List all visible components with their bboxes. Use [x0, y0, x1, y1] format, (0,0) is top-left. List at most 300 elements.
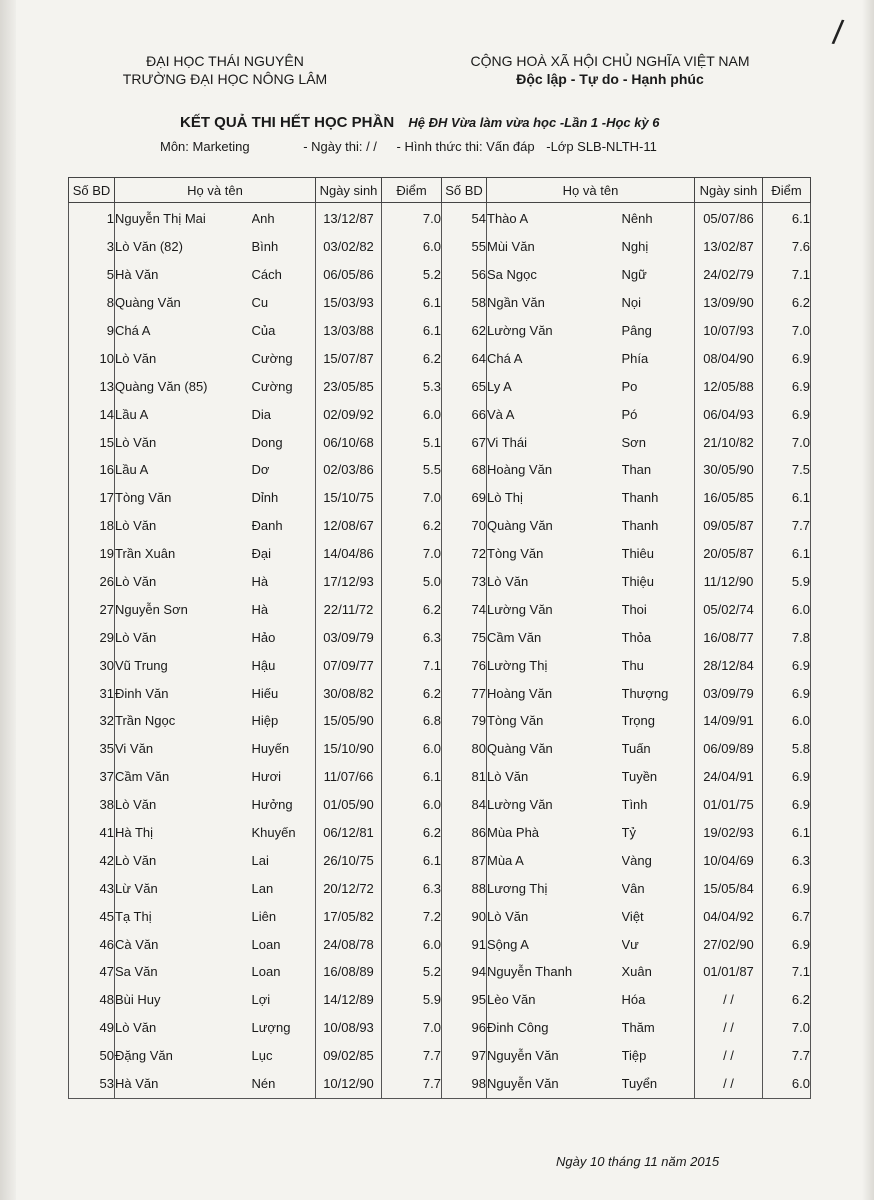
surname: Cà Văn	[115, 930, 252, 958]
table-row	[69, 344, 811, 372]
student-id: 91	[442, 930, 487, 958]
handwritten-mark: /	[830, 13, 845, 53]
student-id: 53	[69, 1070, 115, 1098]
birth-date: 21/10/82	[695, 428, 763, 456]
given-name: Thiêu	[622, 540, 695, 568]
table-row	[69, 819, 811, 847]
surname: Nguyễn Thị Mai	[115, 203, 252, 233]
birth-date: 03/09/79	[695, 679, 763, 707]
score: 6.0	[382, 233, 442, 261]
score: 6.7	[763, 902, 811, 930]
given-name: Thu	[622, 651, 695, 679]
birth-date: 14/12/89	[316, 986, 382, 1014]
score: 7.0	[382, 484, 442, 512]
scan-right-edge	[862, 0, 874, 1200]
surname: Mùi Văn	[487, 233, 622, 261]
birth-date: 06/04/93	[695, 400, 763, 428]
birth-date: 10/04/69	[695, 846, 763, 874]
surname: Nguyễn Sơn	[115, 595, 252, 623]
birth-date: 02/09/92	[316, 400, 382, 428]
given-name: Ngữ	[622, 261, 695, 289]
surname: Nguyễn Văn	[487, 1042, 622, 1070]
title-sub: Hệ ĐH Vừa làm vừa học -Lần 1 -Học kỳ 6	[408, 115, 660, 130]
given-name: Tuấn	[622, 735, 695, 763]
birth-date: 10/08/93	[316, 1014, 382, 1042]
col-header-id: Số BD	[69, 178, 115, 203]
score: 7.7	[382, 1042, 442, 1070]
surname: Trần Ngọc	[115, 707, 252, 735]
given-name: Hậu	[252, 651, 316, 679]
given-name: Hiệp	[252, 707, 316, 735]
given-name: Huyến	[252, 735, 316, 763]
table-row	[69, 261, 811, 289]
student-id: 31	[69, 679, 115, 707]
score: 5.2	[382, 261, 442, 289]
given-name: Dơ	[252, 456, 316, 484]
table-row	[69, 707, 811, 735]
student-id: 81	[442, 763, 487, 791]
student-id: 1	[69, 203, 115, 233]
given-name: Bình	[252, 233, 316, 261]
given-name: Hiếu	[252, 679, 316, 707]
birth-date: 24/04/91	[695, 763, 763, 791]
surname: Quàng Văn	[115, 289, 252, 317]
given-name: Lai	[252, 846, 316, 874]
given-name: Đanh	[252, 512, 316, 540]
score: 6.0	[382, 400, 442, 428]
birth-date: 11/12/90	[695, 568, 763, 596]
given-name: Cường	[252, 372, 316, 400]
student-id: 48	[69, 986, 115, 1014]
school-name: TRƯỜNG ĐẠI HỌC NÔNG LÂM	[122, 71, 328, 87]
birth-date: 28/12/84	[695, 651, 763, 679]
score: 7.7	[382, 1070, 442, 1098]
score: 5.2	[382, 958, 442, 986]
score: 5.9	[382, 986, 442, 1014]
student-id: 18	[69, 512, 115, 540]
surname: Sa Ngọc	[487, 261, 622, 289]
surname: Chá A	[487, 344, 622, 372]
birth-date: / /	[695, 1070, 763, 1098]
score: 6.0	[382, 930, 442, 958]
surname: Ly A	[487, 372, 622, 400]
student-id: 32	[69, 707, 115, 735]
given-name: Hươi	[252, 763, 316, 791]
birth-date: 23/05/85	[316, 372, 382, 400]
given-name: Pó	[622, 400, 695, 428]
birth-date: 24/02/79	[695, 261, 763, 289]
col-header-score: Điểm	[763, 178, 811, 203]
birth-date: 16/08/89	[316, 958, 382, 986]
student-id: 97	[442, 1042, 487, 1070]
student-id: 87	[442, 846, 487, 874]
given-name: Của	[252, 317, 316, 345]
birth-date: 19/02/93	[695, 819, 763, 847]
given-name: Cu	[252, 289, 316, 317]
subject-label: Môn: Marketing	[160, 139, 250, 154]
score: 7.2	[382, 902, 442, 930]
score: 6.1	[763, 484, 811, 512]
given-name: Hảo	[252, 623, 316, 651]
birth-date: 13/03/88	[316, 317, 382, 345]
given-name: Loan	[252, 958, 316, 986]
table-row	[69, 400, 811, 428]
birth-date: 20/12/72	[316, 874, 382, 902]
country-name: CỘNG HOÀ XÃ HỘI CHỦ NGHĨA VIỆT NAM	[470, 53, 750, 69]
score: 5.9	[763, 568, 811, 596]
score: 6.8	[382, 707, 442, 735]
national-motto: Độc lập - Tự do - Hạnh phúc	[516, 71, 704, 87]
surname: Trần Xuân	[115, 540, 252, 568]
score: 7.0	[382, 540, 442, 568]
surname: Mùa A	[487, 846, 622, 874]
birth-date: 30/05/90	[695, 456, 763, 484]
student-id: 16	[69, 456, 115, 484]
student-id: 8	[69, 289, 115, 317]
student-id: 5	[69, 261, 115, 289]
surname: Lò Văn	[115, 512, 252, 540]
birth-date: / /	[695, 986, 763, 1014]
birth-date: 05/07/86	[695, 203, 763, 233]
birth-date: 16/05/85	[695, 484, 763, 512]
surname: Quàng Văn	[487, 512, 622, 540]
given-name: Tiệp	[622, 1042, 695, 1070]
birth-date: 17/05/82	[316, 902, 382, 930]
document-title	[180, 114, 660, 131]
surname: Lừ Văn	[115, 874, 252, 902]
birth-date: 30/08/82	[316, 679, 382, 707]
student-id: 72	[442, 540, 487, 568]
surname: Lường Văn	[487, 317, 622, 345]
score: 7.7	[763, 512, 811, 540]
surname: Tòng Văn	[487, 540, 622, 568]
surname: Chá A	[115, 317, 252, 345]
given-name: Nén	[252, 1070, 316, 1098]
col-header-name: Họ và tên	[487, 178, 695, 203]
student-id: 50	[69, 1042, 115, 1070]
given-name: Dỉnh	[252, 484, 316, 512]
given-name: Dong	[252, 428, 316, 456]
title-main: KẾT QUẢ THI HẾT HỌC PHẦN	[180, 114, 395, 131]
table-row	[69, 512, 811, 540]
score: 6.0	[763, 595, 811, 623]
surname: Ngần Văn	[487, 289, 622, 317]
score: 6.9	[763, 679, 811, 707]
student-id: 38	[69, 791, 115, 819]
given-name: Hóa	[622, 986, 695, 1014]
surname: Lường Văn	[487, 791, 622, 819]
student-id: 64	[442, 344, 487, 372]
score: 6.2	[382, 679, 442, 707]
score: 7.5	[763, 456, 811, 484]
surname: Vũ Trung	[115, 651, 252, 679]
student-id: 41	[69, 819, 115, 847]
given-name: Po	[622, 372, 695, 400]
table-row	[69, 930, 811, 958]
student-id: 9	[69, 317, 115, 345]
score: 5.1	[382, 428, 442, 456]
exam-date: - Ngày thi: / /	[303, 139, 377, 154]
surname: Hà Thị	[115, 819, 252, 847]
birth-date: 03/09/79	[316, 623, 382, 651]
birth-date: 14/04/86	[316, 540, 382, 568]
birth-date: 15/03/93	[316, 289, 382, 317]
score: 5.5	[382, 456, 442, 484]
score: 7.1	[382, 651, 442, 679]
student-id: 65	[442, 372, 487, 400]
student-id: 73	[442, 568, 487, 596]
student-id: 30	[69, 651, 115, 679]
student-id: 74	[442, 595, 487, 623]
birth-date: 27/02/90	[695, 930, 763, 958]
student-id: 70	[442, 512, 487, 540]
birth-date: 07/09/77	[316, 651, 382, 679]
surname: Lầu A	[115, 400, 252, 428]
student-id: 95	[442, 986, 487, 1014]
score: 6.2	[382, 595, 442, 623]
exam-info	[160, 139, 671, 154]
student-id: 94	[442, 958, 487, 986]
surname: Lường Thị	[487, 651, 622, 679]
given-name: Xuân	[622, 958, 695, 986]
surname: Quàng Văn (85)	[115, 372, 252, 400]
birth-date: 15/10/75	[316, 484, 382, 512]
student-id: 67	[442, 428, 487, 456]
surname: Tạ Thị	[115, 902, 252, 930]
col-header-dob: Ngày sinh	[316, 178, 382, 203]
given-name: Tuyền	[622, 763, 695, 791]
table-body	[69, 203, 811, 1099]
birth-date: 24/08/78	[316, 930, 382, 958]
score: 6.2	[382, 819, 442, 847]
table-row	[69, 568, 811, 596]
student-id: 19	[69, 540, 115, 568]
score: 6.3	[382, 623, 442, 651]
student-id: 35	[69, 735, 115, 763]
student-id: 68	[442, 456, 487, 484]
student-id: 17	[69, 484, 115, 512]
student-id: 58	[442, 289, 487, 317]
student-id: 13	[69, 372, 115, 400]
birth-date: 04/04/92	[695, 902, 763, 930]
score: 6.2	[763, 986, 811, 1014]
birth-date: 02/03/86	[316, 456, 382, 484]
score: 7.1	[763, 958, 811, 986]
score: 6.9	[763, 400, 811, 428]
student-id: 86	[442, 819, 487, 847]
student-id: 54	[442, 203, 487, 233]
exam-format: - Hình thức thi: Vấn đáp	[396, 139, 535, 154]
table-row	[69, 456, 811, 484]
table-row	[69, 651, 811, 679]
surname: Vi Văn	[115, 735, 252, 763]
score: 6.1	[763, 819, 811, 847]
surname: Nguyễn Văn	[487, 1070, 622, 1098]
table-row	[69, 595, 811, 623]
given-name: Thoi	[622, 595, 695, 623]
score: 7.0	[763, 428, 811, 456]
score: 7.7	[763, 1042, 811, 1070]
given-name: Tỷ	[622, 819, 695, 847]
score: 6.9	[763, 763, 811, 791]
student-id: 66	[442, 400, 487, 428]
birth-date: 06/05/86	[316, 261, 382, 289]
score: 5.3	[382, 372, 442, 400]
table-row	[69, 484, 811, 512]
given-name: Hưởng	[252, 791, 316, 819]
student-id: 3	[69, 233, 115, 261]
birth-date: 12/05/88	[695, 372, 763, 400]
birth-date: 06/12/81	[316, 819, 382, 847]
birth-date: 15/07/87	[316, 344, 382, 372]
score: 6.9	[763, 791, 811, 819]
score: 6.1	[763, 540, 811, 568]
given-name: Trọng	[622, 707, 695, 735]
score: 7.1	[763, 261, 811, 289]
student-id: 10	[69, 344, 115, 372]
given-name: Lợi	[252, 986, 316, 1014]
birth-date: 08/04/90	[695, 344, 763, 372]
student-id: 46	[69, 930, 115, 958]
surname: Lò Văn	[115, 791, 252, 819]
university-name: ĐẠI HỌC THÁI NGUYÊN	[146, 53, 304, 69]
score: 6.0	[763, 707, 811, 735]
given-name: Loan	[252, 930, 316, 958]
table-row	[69, 1014, 811, 1042]
surname: Cầm Văn	[487, 623, 622, 651]
score: 6.9	[763, 372, 811, 400]
student-id: 96	[442, 1014, 487, 1042]
student-id: 42	[69, 846, 115, 874]
score: 7.6	[763, 233, 811, 261]
student-id: 43	[69, 874, 115, 902]
score: 6.0	[382, 791, 442, 819]
birth-date: 06/09/89	[695, 735, 763, 763]
score: 6.2	[382, 344, 442, 372]
table-row	[69, 735, 811, 763]
score: 6.1	[382, 763, 442, 791]
student-id: 37	[69, 763, 115, 791]
score: 6.1	[382, 846, 442, 874]
given-name: Tình	[622, 791, 695, 819]
birth-date: 13/02/87	[695, 233, 763, 261]
table-row	[69, 317, 811, 345]
table-row	[69, 289, 811, 317]
surname: Lò Văn	[115, 623, 252, 651]
table-row	[69, 623, 811, 651]
birth-date: 11/07/66	[316, 763, 382, 791]
surname: Sa Văn	[115, 958, 252, 986]
score: 5.0	[382, 568, 442, 596]
surname: Đặng Văn	[115, 1042, 252, 1070]
surname: Hoàng Văn	[487, 456, 622, 484]
score: 6.1	[382, 317, 442, 345]
national-header	[440, 52, 780, 88]
score: 6.3	[382, 874, 442, 902]
surname: Hà Văn	[115, 1070, 252, 1098]
col-header-score: Điểm	[382, 178, 442, 203]
surname: Tòng Văn	[487, 707, 622, 735]
birth-date: 22/11/72	[316, 595, 382, 623]
table-row	[69, 874, 811, 902]
student-id: 88	[442, 874, 487, 902]
score: 6.2	[763, 289, 811, 317]
given-name: Sơn	[622, 428, 695, 456]
student-id: 80	[442, 735, 487, 763]
student-id: 15	[69, 428, 115, 456]
birth-date: 01/05/90	[316, 791, 382, 819]
surname: Lương Thị	[487, 874, 622, 902]
signing-date: Ngày 10 tháng 11 năm 2015	[556, 1154, 720, 1169]
surname: Sộng A	[487, 930, 622, 958]
given-name: Liên	[252, 902, 316, 930]
surname: Lò Văn	[487, 902, 622, 930]
given-name: Vàng	[622, 846, 695, 874]
given-name: Thỏa	[622, 623, 695, 651]
birth-date: 14/09/91	[695, 707, 763, 735]
surname: Bùi Huy	[115, 986, 252, 1014]
score: 5.8	[763, 735, 811, 763]
score: 7.0	[382, 1014, 442, 1042]
birth-date: 03/02/82	[316, 233, 382, 261]
given-name: Thanh	[622, 484, 695, 512]
table-header-row	[69, 178, 811, 203]
given-name: Hà	[252, 595, 316, 623]
birth-date: 01/01/75	[695, 791, 763, 819]
table-row	[69, 203, 811, 233]
surname: Quàng Văn	[487, 735, 622, 763]
birth-date: 26/10/75	[316, 846, 382, 874]
surname: Đinh Văn	[115, 679, 252, 707]
birth-date: / /	[695, 1042, 763, 1070]
birth-date: 09/05/87	[695, 512, 763, 540]
student-id: 45	[69, 902, 115, 930]
given-name: Hà	[252, 568, 316, 596]
given-name: Than	[622, 456, 695, 484]
given-name: Thiệu	[622, 568, 695, 596]
surname: Lường Văn	[487, 595, 622, 623]
score: 7.0	[763, 317, 811, 345]
student-id: 49	[69, 1014, 115, 1042]
score: 6.2	[382, 512, 442, 540]
given-name: Việt	[622, 902, 695, 930]
student-id: 69	[442, 484, 487, 512]
student-id: 84	[442, 791, 487, 819]
table-row	[69, 1070, 811, 1098]
table-row	[69, 540, 811, 568]
surname: Thào A	[487, 203, 622, 233]
student-id: 55	[442, 233, 487, 261]
surname: Lò Thị	[487, 484, 622, 512]
surname: Lò Văn	[115, 344, 252, 372]
results-table	[68, 177, 811, 1099]
birth-date: 15/05/84	[695, 874, 763, 902]
given-name: Vư	[622, 930, 695, 958]
birth-date: 15/10/90	[316, 735, 382, 763]
student-id: 77	[442, 679, 487, 707]
given-name: Phía	[622, 344, 695, 372]
birth-date: 05/02/74	[695, 595, 763, 623]
surname: Lèo Văn	[487, 986, 622, 1014]
score: 6.0	[382, 735, 442, 763]
table-row	[69, 958, 811, 986]
table-row	[69, 846, 811, 874]
student-id: 47	[69, 958, 115, 986]
surname: Lò Văn	[115, 428, 252, 456]
table-row	[69, 986, 811, 1014]
student-id: 27	[69, 595, 115, 623]
given-name: Anh	[252, 203, 316, 233]
